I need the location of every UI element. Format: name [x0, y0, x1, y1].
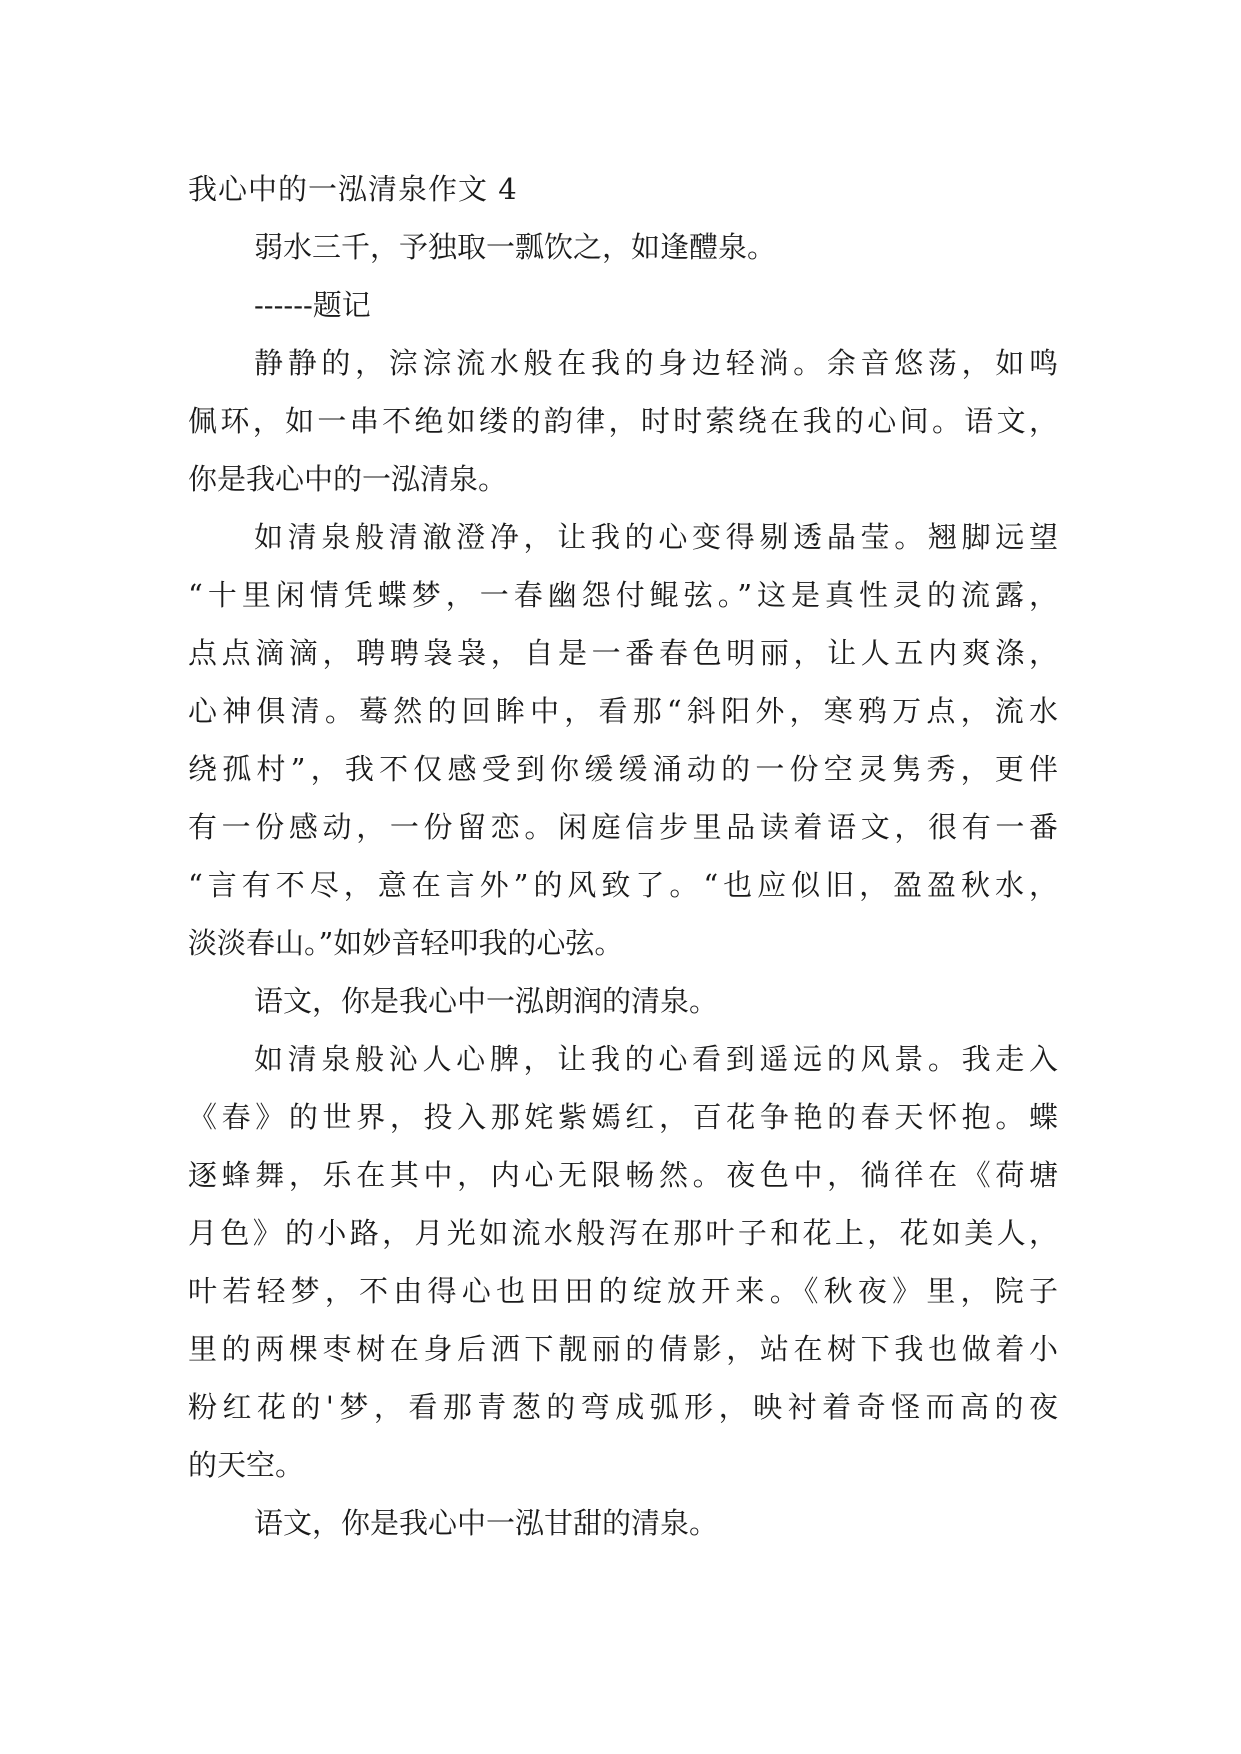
- paragraph-2-line: 点点滴滴，聘聘袅袅，自是一番春色明丽，让人五内爽涤，: [188, 636, 1058, 670]
- paragraph-4-line: 叶若轻梦，不由得心也田田的绽放开来。《秋夜》里，院子: [188, 1274, 1058, 1308]
- paragraph-2-line: 有一份感动，一份留恋。闲庭信步里品读着语文，很有一番: [188, 810, 1058, 844]
- paragraph-4-line: 月色》的小路，月光如流水般泻在那叶子和花上，花如美人，: [188, 1216, 1058, 1250]
- paragraph-1-line: 佩环，如一串不绝如缕的韵律，时时萦绕在我的心间。语文，: [188, 404, 1058, 438]
- epigraph-line: 弱水三千，予独取一瓢饮之，如逢醴泉。: [254, 230, 777, 264]
- paragraph-2-line: 心神俱清。蓦然的回眸中，看那“斜阳外，寒鸦万点，流水: [188, 694, 1058, 728]
- paragraph-2-line: “言有不尽，意在言外”的风致了。“也应似旧，盈盈秋水，: [188, 868, 1058, 902]
- paragraph-4-line: 粉红花的'梦，看那青葱的弯成弧形，映衬着奇怪而高的夜: [188, 1390, 1058, 1424]
- paragraph-1-line: 静静的，淙淙流水般在我的身边轻淌。余音悠荡，如鸣: [254, 346, 1058, 380]
- paragraph-5-line: 语文，你是我心中一泓甘甜的清泉。: [254, 1506, 719, 1540]
- paragraph-4-line: 如清泉般沁人心脾，让我的心看到遥远的风景。我走入: [254, 1042, 1058, 1076]
- paragraph-4-line: 的天空。: [188, 1448, 305, 1482]
- paragraph-3-line: 语文，你是我心中一泓朗润的清泉。: [254, 984, 719, 1018]
- document-title: 我心中的一泓清泉作文 4: [188, 172, 518, 206]
- paragraph-2-line: 如清泉般清澈澄净，让我的心变得剔透晶莹。翘脚远望: [254, 520, 1058, 554]
- paragraph-4-line: 《春》的世界，投入那姹紫嫣红，百花争艳的春天怀抱。蝶: [188, 1100, 1058, 1134]
- paragraph-1-line: 你是我心中的一泓清泉。: [188, 462, 508, 496]
- paragraph-4-line: 逐蜂舞，乐在其中，内心无限畅然。夜色中，徜徉在《荷塘: [188, 1158, 1058, 1192]
- paragraph-2-line: 绕孤村”，我不仅感受到你缓缓涌动的一份空灵隽秀，更伴: [188, 752, 1058, 786]
- document-page: [188, 160, 1058, 1552]
- paragraph-2-line: 淡淡春山。”如妙音轻叩我的心弦。: [188, 926, 624, 960]
- paragraph-4-line: 里的两棵枣树在身后洒下靓丽的倩影，站在树下我也做着小: [188, 1332, 1058, 1366]
- epigraph-attribution: ------题记: [254, 288, 371, 322]
- paragraph-2-line: “十里闲情凭蝶梦，一春幽怨付鲲弦。”这是真性灵的流露，: [188, 578, 1058, 612]
